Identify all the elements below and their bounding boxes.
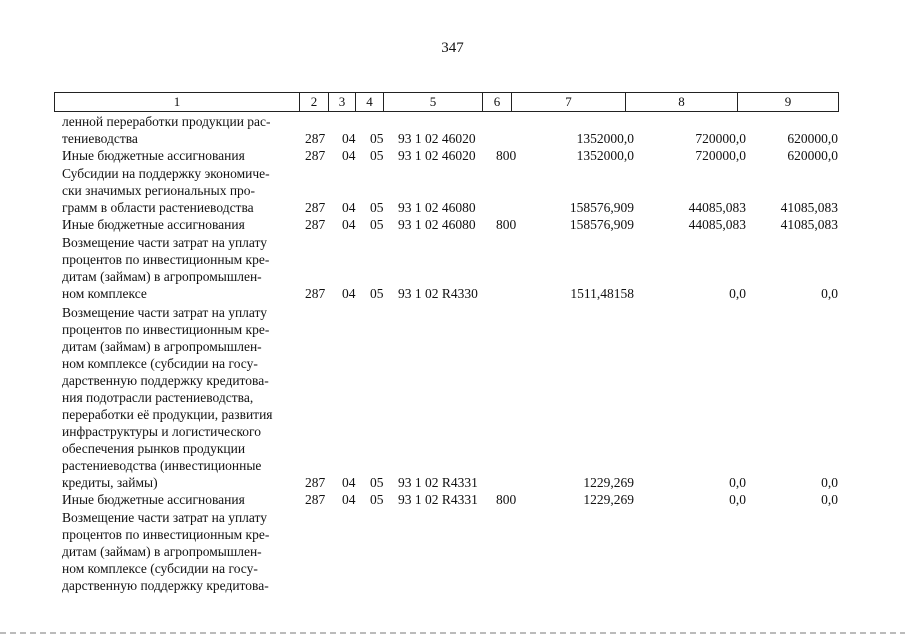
cell-amount-1: 158576,909 <box>569 200 634 215</box>
cell-amount-1: 1229,269 <box>583 475 634 490</box>
description-line: Иные бюджетные ассигнования <box>62 148 245 163</box>
cell-subsection: 05 <box>370 131 384 146</box>
cell-amount-3: 0,0 <box>821 286 838 301</box>
description-line: грамм в области растениеводства <box>62 200 254 215</box>
description-line: Возмещение части затрат на уплату <box>62 235 268 250</box>
description-line: обеспечения рынков продукции <box>62 441 246 456</box>
header-col-7: 7 <box>512 93 626 112</box>
description-line: дитам (займам) в агропромышлен- <box>62 269 262 284</box>
row-description <box>62 113 298 147</box>
scan-artifact-line <box>0 632 905 634</box>
cell-expense-type: 800 <box>496 492 517 507</box>
cell-ministry: 287 <box>305 475 326 490</box>
description-line: процентов по инвестиционным кре- <box>62 252 270 267</box>
table-header <box>54 92 839 112</box>
header-col-9: 9 <box>738 93 839 112</box>
row-description <box>62 304 298 491</box>
cell-amount-1: 1352000,0 <box>576 131 634 146</box>
cell-ministry: 287 <box>305 217 326 232</box>
cell-ministry: 287 <box>305 148 326 163</box>
description-line: тениеводства <box>62 131 138 146</box>
description-line: Субсидии на поддержку экономиче- <box>62 166 270 181</box>
cell-amount-2: 0,0 <box>729 492 746 507</box>
page-number: 347 <box>441 40 464 56</box>
cell-section: 04 <box>342 148 356 163</box>
cell-subsection: 05 <box>370 475 384 490</box>
description-line: кредиты, займы) <box>62 475 158 490</box>
cell-target-article: 93 1 02 R4331 <box>398 475 478 490</box>
cell-expense-type: 800 <box>496 148 517 163</box>
cell-amount-2: 720000,0 <box>695 148 746 163</box>
header-col-3: 3 <box>329 93 356 112</box>
cell-amount-2: 0,0 <box>729 286 746 301</box>
cell-section: 04 <box>342 475 356 490</box>
description-line: переработки её продукции, развития <box>62 407 273 422</box>
header-col-4: 4 <box>356 93 384 112</box>
row-description <box>62 147 298 164</box>
cell-target-article: 93 1 02 46080 <box>398 200 476 215</box>
cell-ministry: 287 <box>305 131 326 146</box>
cell-target-article: 93 1 02 R4330 <box>398 286 478 301</box>
cell-amount-3: 41085,083 <box>780 217 838 232</box>
description-line: дарственную поддержку кредитова- <box>62 578 269 593</box>
row-description <box>62 509 298 594</box>
cell-subsection: 05 <box>370 217 384 232</box>
cell-subsection: 05 <box>370 286 384 301</box>
cell-subsection: 05 <box>370 148 384 163</box>
description-line: процентов по инвестиционным кре- <box>62 527 270 542</box>
cell-ministry: 287 <box>305 200 326 215</box>
cell-amount-1: 1511,48158 <box>570 286 634 301</box>
description-line: ленной переработки продукции рас- <box>62 114 271 129</box>
description-line: процентов по инвестиционным кре- <box>62 322 270 337</box>
cell-target-article: 93 1 02 46020 <box>398 148 476 163</box>
description-line: растениеводства (инвестиционные <box>62 458 262 473</box>
header-col-1: 1 <box>55 93 300 112</box>
cell-amount-1: 158576,909 <box>569 217 634 232</box>
row-description <box>62 165 298 216</box>
cell-section: 04 <box>342 217 356 232</box>
cell-amount-3: 620000,0 <box>787 148 838 163</box>
cell-amount-3: 41085,083 <box>780 200 838 215</box>
row-description <box>62 234 298 302</box>
header-col-8: 8 <box>626 93 738 112</box>
row-description <box>62 491 298 508</box>
description-line: Иные бюджетные ассигнования <box>62 217 245 232</box>
cell-target-article: 93 1 02 R4331 <box>398 492 478 507</box>
header-col-2: 2 <box>300 93 329 112</box>
cell-amount-1: 1352000,0 <box>576 148 634 163</box>
cell-ministry: 287 <box>305 492 326 507</box>
description-line: Иные бюджетные ассигнования <box>62 492 245 507</box>
description-line: инфраструктуры и логистического <box>62 424 262 439</box>
cell-amount-3: 620000,0 <box>787 131 838 146</box>
cell-amount-1: 1229,269 <box>583 492 634 507</box>
description-line: ния подотрасли растениеводства, <box>62 390 254 405</box>
description-line: дарственную поддержку кредитова- <box>62 373 269 388</box>
cell-section: 04 <box>342 492 356 507</box>
row-description <box>62 216 298 233</box>
cell-subsection: 05 <box>370 492 384 507</box>
cell-subsection: 05 <box>370 200 384 215</box>
cell-amount-2: 44085,083 <box>688 217 746 232</box>
description-line: ски значимых региональных про- <box>62 183 256 198</box>
description-line: ном комплексе <box>62 286 147 301</box>
cell-amount-3: 0,0 <box>821 492 838 507</box>
header-col-5: 5 <box>384 93 483 112</box>
cell-target-article: 93 1 02 46020 <box>398 131 476 146</box>
cell-amount-2: 0,0 <box>729 475 746 490</box>
header-col-6: 6 <box>483 93 512 112</box>
cell-section: 04 <box>342 200 356 215</box>
cell-amount-2: 720000,0 <box>695 131 746 146</box>
cell-expense-type: 800 <box>496 217 517 232</box>
cell-amount-2: 44085,083 <box>688 200 746 215</box>
description-line: Возмещение части затрат на уплату <box>62 305 268 320</box>
cell-section: 04 <box>342 286 356 301</box>
description-line: Возмещение части затрат на уплату <box>62 510 268 525</box>
cell-ministry: 287 <box>305 286 326 301</box>
cell-target-article: 93 1 02 46080 <box>398 217 476 232</box>
cell-section: 04 <box>342 131 356 146</box>
description-line: дитам (займам) в агропромышлен- <box>62 544 262 559</box>
description-line: ном комплексе (субсидии на госу- <box>62 561 258 576</box>
description-line: ном комплексе (субсидии на госу- <box>62 356 258 371</box>
cell-amount-3: 0,0 <box>821 475 838 490</box>
description-line: дитам (займам) в агропромышлен- <box>62 339 262 354</box>
